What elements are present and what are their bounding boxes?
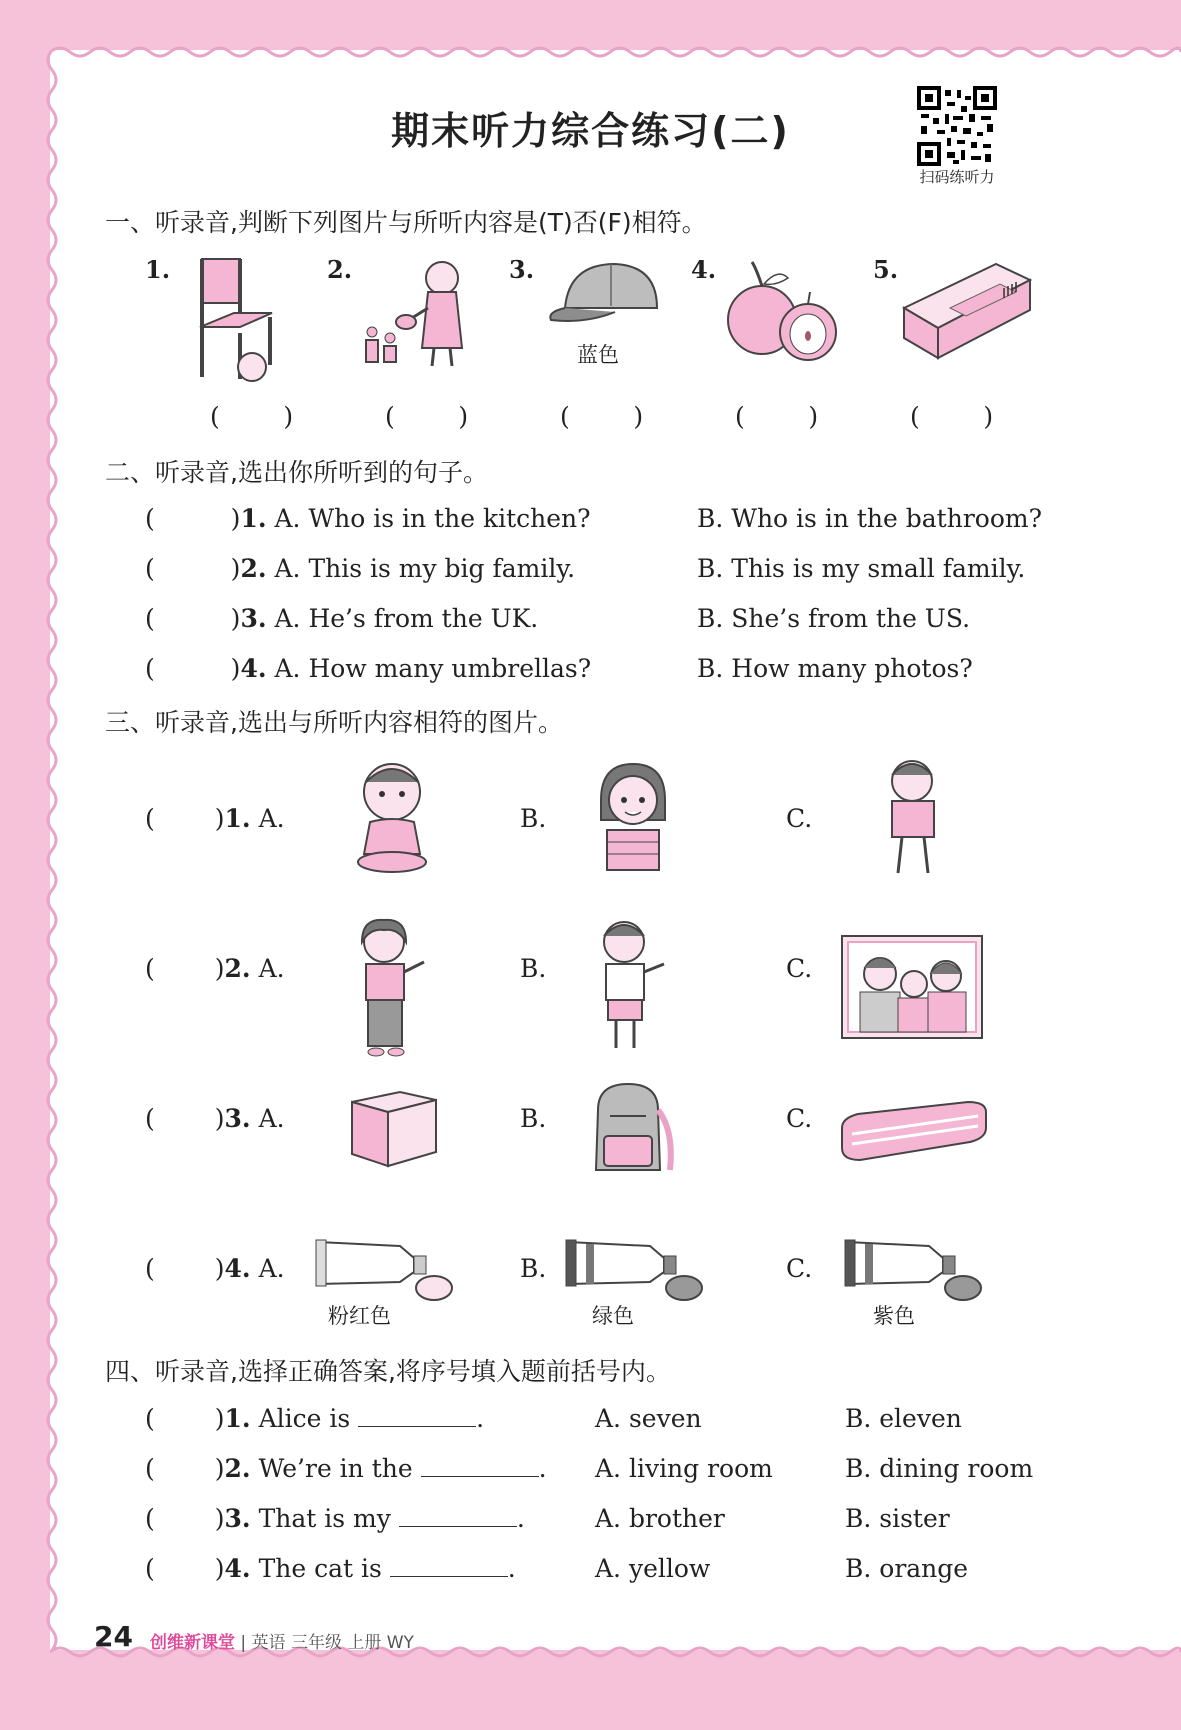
option-b: B. She’s from the US. <box>697 604 971 633</box>
option-a: A. He’s from the UK. <box>274 604 539 633</box>
page-title: 期末听力综合练习(二) <box>391 109 790 153</box>
section4-heading: 四、听录音,选择正确答案,将序号填入题前括号内。 <box>105 1357 671 1386</box>
answer-paren-right[interactable]: ) <box>214 804 225 833</box>
option-c-label: C. <box>786 954 813 983</box>
option-b: B. dining room <box>845 1454 1034 1483</box>
s3-row-3 <box>145 1104 285 1133</box>
answer-paren-right[interactable]: ) <box>214 1404 225 1433</box>
question-number: 4. <box>240 654 267 683</box>
answer-blank[interactable] <box>390 1554 508 1577</box>
answer-paren-right[interactable]: ) <box>214 1254 225 1283</box>
paint-tube-icon <box>314 1236 454 1306</box>
option-a: A. brother <box>595 1504 725 1533</box>
s1-answer-paren[interactable]: ( ) <box>910 402 994 431</box>
answer-paren-left[interactable]: ( <box>145 804 155 833</box>
paint-tube-icon <box>564 1236 704 1306</box>
question-number: 1. <box>224 804 251 833</box>
option-b-label: B. <box>520 1254 547 1283</box>
grandma-watering-icon <box>362 258 472 370</box>
answer-paren-left[interactable]: ( <box>145 1504 155 1533</box>
answer-paren-left[interactable]: ( <box>145 654 155 683</box>
s4-row: ( )2. We’re in the . <box>145 1454 547 1483</box>
s3-row-4 <box>145 1254 285 1283</box>
option-c-label: C. <box>786 804 813 833</box>
apple-icon <box>722 258 842 368</box>
option-a: A. This is my big family. <box>274 554 576 583</box>
pencil-case-icon <box>838 1098 990 1164</box>
footer-info <box>150 1628 414 1653</box>
option-a-label: A. <box>258 1104 285 1133</box>
answer-paren-left[interactable]: ( <box>145 604 155 633</box>
s2-row <box>145 504 591 533</box>
paint-tube-icon <box>843 1236 983 1306</box>
option-a-label: A. <box>258 1254 285 1283</box>
option-c-label: C. <box>786 1104 813 1133</box>
option-b-label: B. <box>520 954 547 983</box>
answer-paren-right[interactable]: ) <box>214 1104 225 1133</box>
s1-caption-blue: 蓝色 <box>577 343 619 367</box>
s1-item-num: 2. <box>327 255 353 284</box>
answer-blank[interactable] <box>358 1404 476 1427</box>
option-a-label: A. <box>258 954 285 983</box>
option-b: B. orange <box>845 1554 969 1583</box>
option-b: B. Who is in the bathroom? <box>697 504 1042 533</box>
option-b: B. sister <box>845 1504 950 1533</box>
s1-item-num: 1. <box>145 255 171 284</box>
question-number: 3. <box>224 1504 251 1533</box>
answer-paren-right[interactable]: ) <box>230 604 241 633</box>
option-a: A. seven <box>595 1404 702 1433</box>
answer-blank[interactable] <box>421 1454 539 1477</box>
paint-caption-purple: 紫色 <box>873 1304 915 1328</box>
answer-paren-right[interactable]: ) <box>214 954 225 983</box>
answer-paren-right[interactable]: ) <box>214 1504 225 1533</box>
s2-row <box>145 554 575 583</box>
answer-paren-right[interactable]: ) <box>214 1554 225 1583</box>
s2-row <box>145 604 538 633</box>
s3-row-1 <box>145 804 285 833</box>
answer-paren-left[interactable]: ( <box>145 1254 155 1283</box>
question-number: 2. <box>224 954 251 983</box>
question-stem: Alice is <box>258 1404 351 1433</box>
s1-answer-paren[interactable]: ( ) <box>385 402 469 431</box>
question-number: 3. <box>224 1104 251 1133</box>
s1-item-num: 4. <box>691 255 717 284</box>
answer-paren-left[interactable]: ( <box>145 504 155 533</box>
footer-brand: 创维新课堂 <box>150 1633 235 1653</box>
section3-heading: 三、听录音,选出与所听内容相符的图片。 <box>105 708 563 737</box>
baby-boy-icon <box>350 760 440 875</box>
answer-paren-right[interactable]: ) <box>230 504 241 533</box>
boy-icon <box>878 757 948 877</box>
family-photo-icon <box>840 934 984 1040</box>
option-c-label: C. <box>786 1254 813 1283</box>
question-stem: We’re in the <box>258 1454 413 1483</box>
s2-row <box>145 654 591 683</box>
question-number: 3. <box>240 604 267 633</box>
answer-paren-left[interactable]: ( <box>145 1454 155 1483</box>
section1-heading: 一、听录音,判断下列图片与所听内容是(T)否(F)相符。 <box>105 208 707 237</box>
answer-paren-left[interactable]: ( <box>145 1554 155 1583</box>
qr-code-icon[interactable] <box>917 86 997 166</box>
option-b: B. eleven <box>845 1404 962 1433</box>
option-b: B. This is my small family. <box>697 554 1026 583</box>
option-a-label: A. <box>258 804 285 833</box>
question-number: 4. <box>224 1554 251 1583</box>
question-number: 1. <box>240 504 267 533</box>
answer-paren-left[interactable]: ( <box>145 1404 155 1433</box>
s1-item-num: 3. <box>509 255 535 284</box>
eraser-icon <box>900 258 1035 368</box>
option-a: A. How many umbrellas? <box>274 654 592 683</box>
option-a: A. Who is in the kitchen? <box>274 504 591 533</box>
answer-paren-left[interactable]: ( <box>145 554 155 583</box>
question-stem: That is my <box>258 1504 391 1533</box>
s4-row: ( )4. The cat is . <box>145 1554 516 1583</box>
option-a: A. living room <box>595 1454 773 1483</box>
option-b-label: B. <box>520 1104 547 1133</box>
s3-row-2 <box>145 954 285 983</box>
answer-paren-left[interactable]: ( <box>145 954 155 983</box>
s4-row: ( )1. Alice is . <box>145 1404 485 1433</box>
chair-icon <box>190 255 290 385</box>
page-number: 24 <box>94 1620 133 1653</box>
footer-subject: | 英语 三年级 上册 WY <box>240 1633 414 1653</box>
question-number: 2. <box>224 1454 251 1483</box>
s1-answer-paren[interactable]: ( ) <box>210 402 294 431</box>
answer-paren-left[interactable]: ( <box>145 1104 155 1133</box>
girl-waving-icon <box>350 918 435 1060</box>
cap-icon <box>545 258 665 328</box>
paint-caption-green: 绿色 <box>592 1304 634 1328</box>
girl-icon <box>593 760 673 875</box>
answer-paren-right[interactable]: ) <box>230 554 241 583</box>
question-number: 2. <box>240 554 267 583</box>
option-a: A. yellow <box>595 1554 711 1583</box>
question-number: 1. <box>224 1404 251 1433</box>
option-b: B. How many photos? <box>697 654 973 683</box>
boy-waving-icon <box>590 918 675 1060</box>
question-number: 4. <box>224 1254 251 1283</box>
answer-paren-right[interactable]: ) <box>214 1454 225 1483</box>
question-stem: The cat is <box>258 1554 382 1583</box>
schoolbag-icon <box>588 1080 678 1178</box>
box-icon <box>350 1088 440 1170</box>
s4-row: ( )3. That is my . <box>145 1504 525 1533</box>
s1-answer-paren[interactable]: ( ) <box>735 402 819 431</box>
paint-caption-pink: 粉红色 <box>328 1304 391 1328</box>
qr-caption: 扫码练听力 <box>919 168 995 186</box>
answer-paren-right[interactable]: ) <box>230 654 241 683</box>
s1-item-num: 5. <box>873 255 899 284</box>
wavy-border-top <box>50 40 1181 64</box>
answer-blank[interactable] <box>399 1504 517 1527</box>
section2-heading: 二、听录音,选出你所听到的句子。 <box>105 458 488 487</box>
wavy-border-left <box>40 50 64 1650</box>
s1-answer-paren[interactable]: ( ) <box>560 402 644 431</box>
option-b-label: B. <box>520 804 547 833</box>
